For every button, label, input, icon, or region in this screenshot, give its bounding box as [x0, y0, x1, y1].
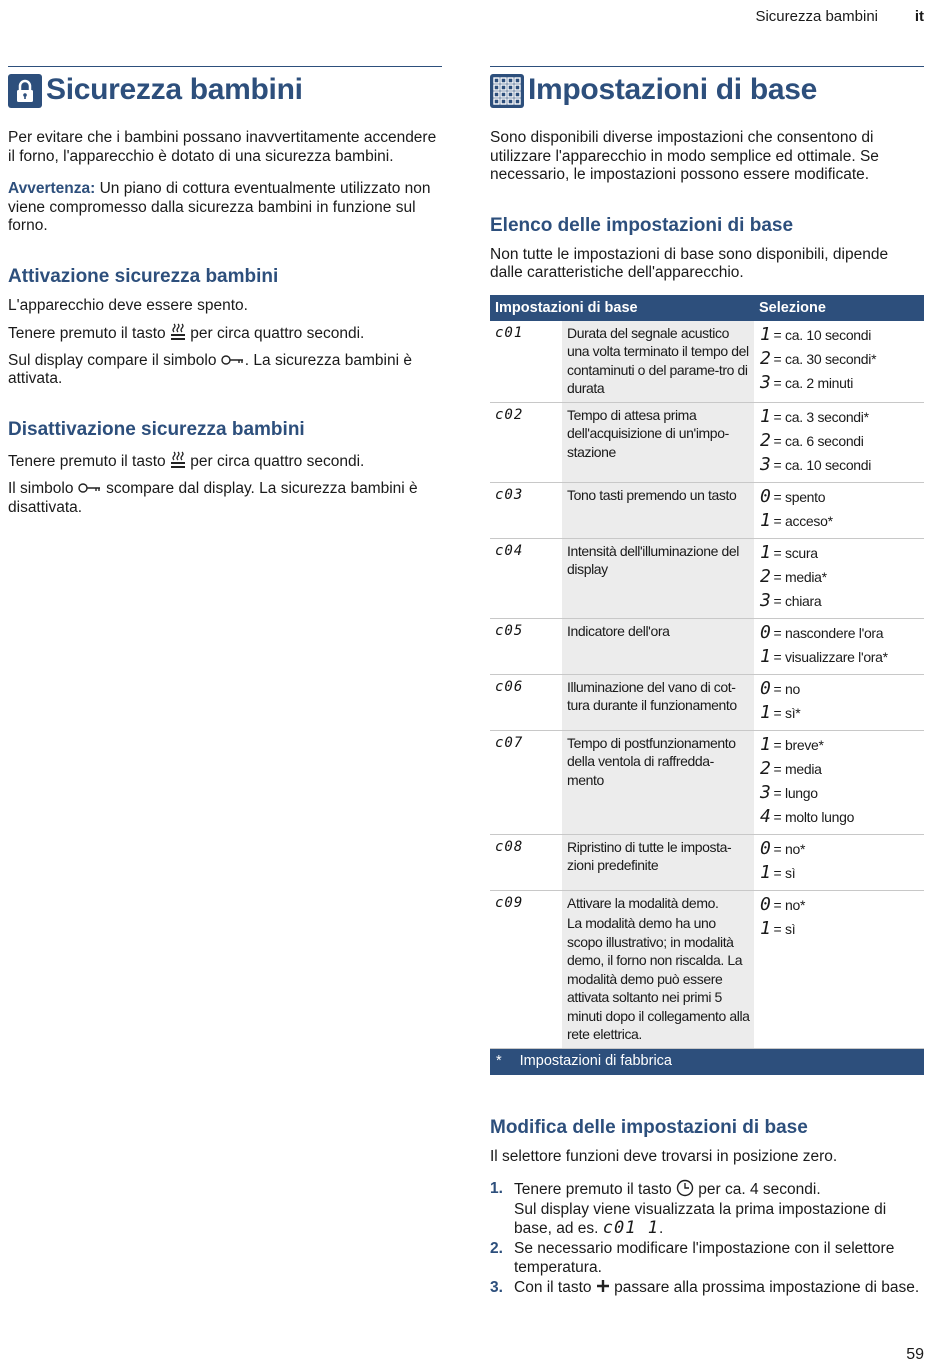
- option-digit: 3: [760, 589, 771, 611]
- setting-code: c03: [490, 482, 562, 538]
- settings-intro: Sono disponibili diverse impostazioni che consentono di utilizzare l'apparecchio in modo semplice ed ottimale. Se necessario, le impostazioni possono essere modificate.: [490, 129, 879, 183]
- setting-description: [562, 834, 754, 890]
- option-item: [760, 372, 924, 396]
- option-label: = media: [773, 760, 822, 777]
- left-column: [8, 66, 442, 517]
- option-label: = molto lungo: [773, 808, 855, 825]
- step-1-text-a: Tenere premuto il tasto: [514, 1181, 676, 1198]
- list-intro: Non tutte le impostazioni di base sono disponibili, dipende dalle caratteristiche dell'apparecchio.: [490, 245, 889, 281]
- setting-options: [754, 618, 924, 674]
- list-item: [490, 1179, 924, 1239]
- option-label: = spento: [773, 488, 826, 505]
- setting-options: [754, 834, 924, 890]
- setting-code: c05: [490, 618, 562, 674]
- option-digit: 0: [760, 677, 771, 699]
- table-row: [490, 674, 924, 730]
- option-digit: 1: [760, 509, 771, 531]
- option-item: [760, 430, 924, 454]
- option-digit: 1: [760, 541, 771, 563]
- clock-icon: [676, 1181, 694, 1198]
- table-header-row: [490, 295, 924, 321]
- warning-paragraph: [8, 180, 442, 236]
- option-item: [760, 590, 924, 614]
- option-digit: 0: [760, 837, 771, 859]
- option-digit: 2: [760, 347, 771, 369]
- activation-step-2-text-b: per circa quattro secondi.: [185, 325, 365, 342]
- option-item: [760, 758, 924, 782]
- setting-code: c01: [490, 321, 562, 403]
- key-symbol-icon: [78, 480, 102, 497]
- setting-code: c04: [490, 538, 562, 618]
- list-item: [490, 1278, 924, 1298]
- table-row: [490, 321, 924, 403]
- step-1-text-b: per ca. 4 secondi.: [693, 1181, 821, 1198]
- option-item: [760, 454, 924, 478]
- option-label: = ca. 10 secondi: [773, 456, 872, 473]
- setting-options: [754, 482, 924, 538]
- option-label: = visualizzare l'ora*: [773, 648, 888, 665]
- section-heading-child-safety: [8, 66, 442, 112]
- intro-paragraph: Per evitare che i bambini possano inavvertitamente accendere il forno, l'apparecchio è dotato di una sicurezza bambini.: [8, 129, 437, 165]
- step-3-text-a: Con il tasto: [514, 1278, 596, 1296]
- setting-description-text: Indicatore dell'ora: [567, 622, 670, 639]
- option-item: [760, 782, 924, 806]
- option-item: [760, 542, 924, 566]
- steam-key-icon: [170, 453, 186, 470]
- option-item: [760, 324, 924, 348]
- activation-step-1: L'apparecchio deve essere spento.: [8, 296, 248, 314]
- list-item: [490, 1239, 924, 1278]
- option-item: [760, 348, 924, 372]
- option-label: = no*: [773, 896, 806, 913]
- table-row: [490, 482, 924, 538]
- deactivation-step-2-text-b: scompare dal display. La sicurezza bambini è disattivata.: [8, 480, 418, 516]
- setting-code: c09: [490, 890, 562, 1048]
- option-digit: 0: [760, 893, 771, 915]
- option-label: = no*: [773, 840, 806, 857]
- setting-description: [562, 538, 754, 618]
- step-number: 1.: [490, 1180, 503, 1197]
- table-row: [490, 538, 924, 618]
- option-item: [760, 918, 924, 942]
- setting-options: [754, 730, 924, 834]
- option-label: = scura: [773, 544, 818, 561]
- option-digit: 1: [760, 917, 771, 939]
- setting-description: [562, 890, 754, 1048]
- setting-description-text: Attivare la modalità demo.: [567, 894, 719, 911]
- option-label: = ca. 6 secondi: [773, 432, 864, 449]
- option-item: [760, 646, 924, 670]
- activation-heading: Attivazione sicurezza bambini: [8, 265, 279, 287]
- option-digit: 2: [760, 565, 771, 587]
- setting-description-text: Intensità dell'illuminazione del display: [567, 542, 739, 577]
- deactivation-step-1-text-a: Tenere premuto il tasto: [8, 452, 170, 470]
- footnote-mark: *: [496, 1052, 502, 1069]
- setting-description-text: Tempo di postfunzionamento della ventola di raffredda-mento: [567, 734, 736, 788]
- option-label: = sì: [773, 920, 796, 937]
- warning-text: Un piano di cottura eventualmente utilizzato non viene compromesso dalla sicurezza bambini in funzione sul forno.: [8, 180, 431, 234]
- activation-step-3-text-a: Sul display compare il simbolo: [8, 351, 221, 369]
- steam-key-icon: [170, 325, 186, 342]
- step-number: 3.: [490, 1278, 503, 1296]
- setting-options: [754, 538, 924, 618]
- option-digit: 1: [760, 645, 771, 667]
- setting-code: c08: [490, 834, 562, 890]
- setting-description-text: Tono tasti premendo un tasto: [567, 486, 737, 503]
- column-header-selection: Selezione: [754, 295, 924, 321]
- table-footnote: [490, 1049, 924, 1075]
- step-1-text-d: .: [658, 1220, 664, 1237]
- page-number: 59: [906, 1346, 924, 1363]
- setting-description: [562, 321, 754, 403]
- option-label: = sì*: [773, 704, 801, 721]
- option-digit: 3: [760, 453, 771, 475]
- option-item: [760, 622, 924, 646]
- setting-options: [754, 321, 924, 403]
- right-column: [490, 66, 924, 1297]
- option-item: [760, 678, 924, 702]
- option-label: = chiara: [773, 592, 822, 609]
- option-digit: 1: [760, 701, 771, 723]
- option-digit: 0: [760, 485, 771, 507]
- section-title: Impostazioni di base: [528, 72, 818, 106]
- option-label: = nascondere l'ora: [773, 624, 884, 641]
- option-label: = acceso*: [773, 512, 833, 529]
- activation-step-3: [8, 352, 442, 389]
- modify-intro: Il selettore funzioni deve trovarsi in posizione zero.: [490, 1147, 838, 1165]
- option-digit: 4: [760, 805, 771, 827]
- option-item: [760, 862, 924, 886]
- option-digit: 1: [760, 861, 771, 883]
- option-item: [760, 406, 924, 430]
- padlock-icon: [8, 74, 42, 108]
- warning-label: Avvertenza:: [8, 180, 96, 197]
- plus-icon: [596, 1279, 610, 1296]
- table-row: [490, 890, 924, 1048]
- option-label: = ca. 3 secondi*: [773, 408, 869, 425]
- activation-step-2-text-a: Tenere premuto il tasto: [8, 325, 170, 342]
- option-digit: 1: [760, 733, 771, 755]
- settings-table: [490, 295, 924, 1049]
- option-label: = ca. 2 minuti: [773, 374, 853, 391]
- setting-description: [562, 618, 754, 674]
- setting-options: [754, 402, 924, 482]
- modify-heading: Modifica delle impostazioni di base: [490, 1116, 808, 1138]
- key-symbol-icon: [221, 352, 245, 369]
- header-language: it: [914, 8, 924, 25]
- activation-step-3-text-b: . La sicurezza bambini è attivata.: [8, 351, 412, 387]
- option-digit: 0: [760, 621, 771, 643]
- header-title: Sicurezza bambini: [755, 8, 878, 25]
- setting-description-text: Ripristino di tutte le imposta-zioni predefinite: [567, 838, 732, 873]
- setting-description-note: La modalità demo ha uno scopo illustrativo; in modalità demo, il forno non riscalda. La modalità demo può essere attivata soltanto nei primi 5 minuti dopo il collegamento alla rete elettrica.: [567, 915, 750, 1042]
- option-digit: 1: [760, 323, 771, 345]
- option-item: [760, 838, 924, 862]
- setting-description: [562, 402, 754, 482]
- step-number: 2.: [490, 1239, 503, 1257]
- option-item: [760, 734, 924, 758]
- option-label: = sì: [773, 864, 796, 881]
- step-text: Se necessario modificare l'impostazione con il selettore temperatura.: [514, 1239, 895, 1276]
- deactivation-step-1-text-b: per circa quattro secondi.: [185, 452, 365, 470]
- setting-code: c06: [490, 674, 562, 730]
- option-label: = no: [773, 680, 800, 697]
- keypad-grid-icon: [490, 74, 524, 108]
- setting-description-text: Durata del segnale acustico una volta terminato il tempo del contaminuti o del parame-tro di durata: [567, 324, 749, 396]
- step-text: [514, 1278, 919, 1298]
- option-label: = breve*: [773, 736, 824, 753]
- setting-description: [562, 730, 754, 834]
- option-label: = ca. 30 secondi*: [773, 350, 877, 367]
- deactivation-heading: Disattivazione sicurezza bambini: [8, 418, 305, 440]
- setting-options: [754, 674, 924, 730]
- modify-steps: [490, 1179, 924, 1297]
- step-3-text-b: passare alla prossima impostazione di base.: [609, 1278, 920, 1296]
- setting-description-text: Tempo di attesa prima dell'acquisizione di un'impo-stazione: [567, 406, 729, 460]
- display-code: c01 1: [602, 1218, 659, 1238]
- footnote-text: Impostazioni di fabbrica: [519, 1052, 672, 1069]
- column-header-settings: Impostazioni di base: [490, 295, 754, 321]
- table-row: [490, 834, 924, 890]
- option-digit: 3: [760, 781, 771, 803]
- setting-description: [562, 674, 754, 730]
- step-text: [514, 1179, 924, 1239]
- option-item: [760, 510, 924, 534]
- deactivation-step-2-text-a: Il simbolo: [8, 480, 78, 497]
- section-title: Sicurezza bambini: [46, 72, 303, 106]
- deactivation-step-2: [8, 480, 442, 517]
- setting-description-text: Illuminazione del vano di cot-tura durante il funzionamento: [567, 678, 737, 713]
- setting-code: c07: [490, 730, 562, 834]
- option-digit: 2: [760, 429, 771, 451]
- option-digit: 2: [760, 757, 771, 779]
- setting-description: [562, 482, 754, 538]
- option-item: [760, 566, 924, 590]
- setting-options: [754, 890, 924, 1048]
- list-heading: Elenco delle impostazioni di base: [490, 214, 794, 236]
- option-item: [760, 486, 924, 510]
- option-digit: 3: [760, 371, 771, 393]
- option-label: = ca. 10 secondi: [773, 326, 872, 343]
- table-row: [490, 402, 924, 482]
- setting-code: c02: [490, 402, 562, 482]
- option-item: [760, 702, 924, 726]
- option-label: = media*: [773, 568, 827, 585]
- step-1-text-c: Sul display viene visualizzata la prima impostazione di base, ad es.: [514, 1200, 887, 1237]
- page-header: [0, 8, 950, 28]
- activation-step-2: [8, 323, 442, 344]
- option-item: [760, 806, 924, 830]
- table-row: [490, 730, 924, 834]
- option-digit: 1: [760, 405, 771, 427]
- section-heading-basic-settings: [490, 66, 924, 112]
- option-item: [760, 894, 924, 918]
- table-row: [490, 618, 924, 674]
- option-label: = lungo: [773, 784, 818, 801]
- deactivation-step-1: [8, 451, 442, 472]
